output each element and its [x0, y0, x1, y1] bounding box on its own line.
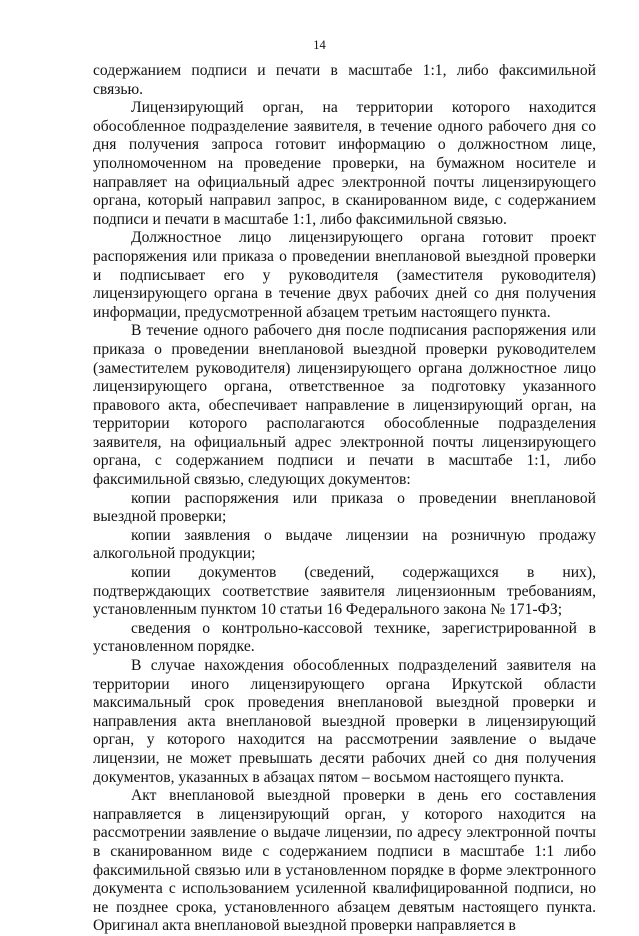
list-item: копии документов (сведений, содержащихся в них), подтверждающих соответствие заявителя лицензионным требованиям, установленным пунктом 10 статьи 16 Федерального закона № 171-ФЗ; — [93, 564, 596, 619]
paragraph-continuation: содержанием подписи и печати в масштабе 1:1, либо факсимильной связью. — [93, 62, 596, 98]
paragraph: Акт внеплановой выездной проверки в день его составления направляется в лицензирующий орган, у которого находится на рассмотрении заявление о выдаче лицензии, по адресу электронной почты в сканированном виде с содержанием подписи в масштабе 1:1 либо факсимильной связью или в установленном порядке в форме электронного документа с использованием усиленной квалифицированной подписи, но не позднее срока, установленного абзацем девятым настоящего пункта. Оригинал акта внеплановой выездной проверки направляется в — [93, 787, 596, 935]
list-item: копии распоряжения или приказа о проведении внеплановой выездной проверки; — [93, 489, 596, 526]
paragraph: В течение одного рабочего дня после подписания распоряжения или приказа о проведении внеплановой выездной проверки руководителем (заместителем руководителя) лицензирующего органа должностное лицо лицензирующего органа, ответственное за подготовку указанного правового акта, обеспечивает направление в лицензирующий орган, на территории которого располагаются обособленные подразделения заявителя, на официальный адрес электронной почты лицензирующего органа, с содержанием подписи и печати в масштабе 1:1, либо факсимильной связью, следующих документов: — [93, 322, 596, 489]
page-number: 14 — [313, 38, 326, 52]
paragraph: Лицензирующий орган, на территории которого находится обособленное подразделение заявителя, в течение одного рабочего дня со дня получения запроса готовит информацию о должностном лице, уполномоченном на проведение проверки, на бумажном носителе и направляет на официальный адрес электронной почты лицензирующего органа, который направил запрос, в сканированном виде, с содержанием подписи и печати в масштабе 1:1, либо факсимильной связью. — [93, 99, 596, 228]
paragraph: Должностное лицо лицензирующего органа готовит проект распоряжения или приказа о проведении внеплановой выездной проверки и подписывает его у руководителя (заместителя руководителя) лицензирующего органа в течение двух рабочих дней со дня получения информации, предусмотренной абзацем третьим настоящего пункта. — [93, 229, 596, 321]
document-body — [93, 62, 596, 936]
list-item: сведения о контрольно-кассовой технике, зарегистрированной в установленном порядке. — [93, 619, 596, 656]
paragraph: В случае нахождения обособленных подразделений заявителя на территории иного лицензирующего органа Иркутской области максимальный срок проведения внеплановой выездной проверки и направления акта внеплановой выездной проверки в лицензирующий орган, у которого находится на рассмотрении заявление о выдаче лицензии, не может превышать десяти рабочих дней со дня получения документов, указанных в абзацах пятом – восьмом настоящего пункта. — [93, 657, 596, 786]
list-item: копии заявления о выдаче лицензии на розничную продажу алкогольной продукции; — [93, 526, 596, 563]
